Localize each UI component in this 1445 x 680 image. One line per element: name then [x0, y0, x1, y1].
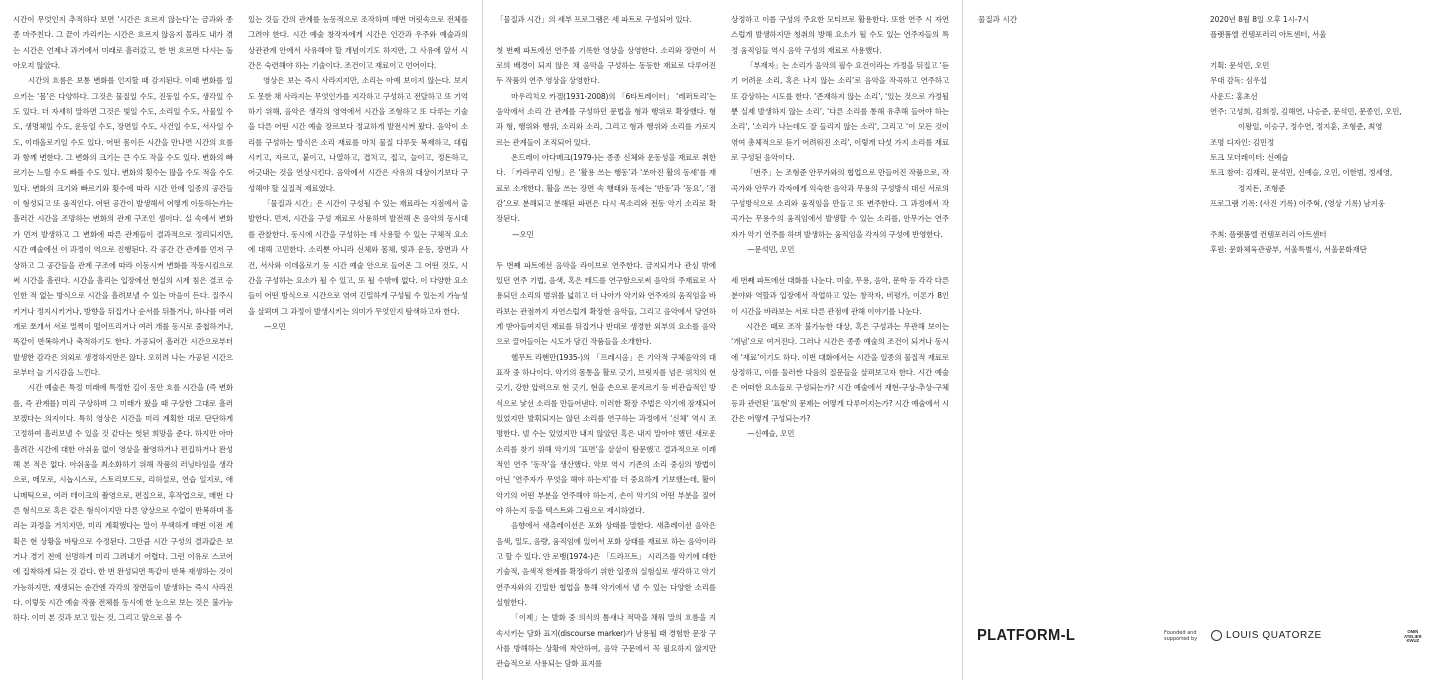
- paragraph: 헬무트 라헨만(1935-)의 「프레시옴」은 기악적 구체음악의 대표작 중 하나이다. 악기의 몸통을 활로 긋기, 브릿지를 넘은 위치의 현 긋기, 강한 압력으로 현 긋기, 현을 손으로 문지르기 등 비관습적인 방식으로 낯선 소리를 만들어낸다. 이러한 확장 주법은 악기에 잠재되어 있었지만 발휘되지는 않던 소리를 연구하는 과정에서 ‘신체’ 역시 조명한다. 넬 수는 있었지만 내지 않았던 혹은 내지 말아야 했던 새로운 소리를 찾기 위해 악기의 ‘표면’을 샅샅이 탐문했고 결과적으로 이례적인 연주 ‘동작’을 생산했다. 악보 역시 기존의 소리 중심의 방법이 아닌 ‘연주자가 무엇을 해야 하는지’를 더 중요하게 기보했는데, 활이 악기의 어떤 부분을 연주해야 하는지, 손이 악기의 어떤 부분을 짚어야 하는지 등을 텍스트와 그림으로 제시하였다.: [496, 352, 716, 515]
- founded-line: Founded and: [1164, 630, 1197, 636]
- panel-essay: [0, 0, 482, 680]
- founded-supported-note: [1164, 630, 1197, 642]
- credit-line: 연주: 고성희, 김희정, 김해연, 나승준, 문석민, 문종인, 오민,: [1210, 107, 1402, 117]
- paragraph: 첫 번째 파트에선 연주를 기록한 영상을 상영한다. 소리와 장면이 서로의 배경이 되지 않은 채 음악을 구성하는 동등한 재료로 다루어진 두 작품의 연주 영상을 상영한다.: [496, 45, 716, 86]
- atelier-logo-line: OMIN: [1407, 629, 1419, 634]
- author-signature: —오민: [264, 321, 286, 331]
- paragraph: 두 번째 파트에선 음악을 라이브로 연주한다. 금지되거나 관심 밖에 있던 연주 기법, 음색, 혹은 테드를 연구함으로써 음악의 주재료로 사용되던 소리의 범위를 넓히고 더 나아가 악기와 연주자의 움직임을 바라보는 관점까지 자연스럽게 확장한 음악들, 그리고 음악에서 당연하게 받아들여지던 재료를 뒤집거나 반대로 생경한 외부의 요소를 음악으로 끌어들이는 시도가 담긴 작품들을 소개한다.: [496, 260, 716, 347]
- author-signature: —신예슬, 오민: [747, 429, 795, 439]
- paragraph: 있는 것들 간의 관계를 능동적으로 조작하며 매번 머릿속으로 전체를 그려야 한다. 시간 예술 창작자에게 시간은 인간과 우주와 예술과의 상관관계 안에서 사유해야 할 개념이기도 하지만, 그 사유에 앞서 시간은 숙련해야 하는 기술이다. 조건이고 재료이고 언어이다.: [248, 15, 468, 71]
- atelier-logo: [1404, 630, 1422, 644]
- exhibition-title: 물질과 시간: [978, 15, 1018, 24]
- credit-line: 이왕일, 이승구, 정수연, 정지훈, 조형준, 최영: [1238, 122, 1383, 132]
- credits-spacer: [1210, 43, 1435, 58]
- credit-line: 정지돈, 조형준: [1238, 183, 1286, 193]
- credit-line: 사운드: 홍초선: [1210, 91, 1258, 101]
- paragraph: 「물질과 시간」은 시간이 구성될 수 있는 재료라는 지점에서 출발한다. 먼저, 시간을 구성 재료로 사용하며 발전해 온 음악의 동시대를 관찰한다. 동시에 시간을 구성하는 데 사용할 수 있는 구체적 요소에 대해 고민한다. 소리뿐 아니라 신체와 몸체, 빛과 운동, 장면과 사건, 서사와 이데올로기 등 시간 예술 안으로 들어온 그 어떤 것도, 시간을 구성하는 요소가 될 수 있고, 또 될 수밖에 없다. 이 다양한 요소들이 어떤 방식으로 시간으로 엮여 긴밀하게 구성될 수 있는지 가능성을 살펴며 그 과정이 발생시키는 의미가 무엇인지 탐색하고자 한다.: [248, 199, 468, 316]
- author-signature: —오민: [512, 229, 534, 239]
- panel-program: [483, 0, 962, 680]
- louis-quatorze-wordmark: LOUIS QUATORZE: [1226, 630, 1322, 641]
- credits-spacer: [1210, 211, 1435, 226]
- paragraph: 시간의 흐름은 보통 변화를 인지할 때 감지된다. 이때 변화를 일으키는 ‘몸’은 다양하다. 그것은 물질일 수도, 진동일 수도, 생각일 수도 있다. 더 자세히 말하면 그것은 빛일 수도, 소리일 수도, 사물일 수도, 생명체일 수도, 운동일 수도, 장면일 수도, 사건일 수도, 서사일 수도, 이데올로기일 수도 있다. 어떤 몸이든 시간을 만나면 시간의 흐름과 함께 변한다. 그 변화의 크기는 큰 수도 작을 수도 있다. 변화의 빠르기는 느릴 수도 빠를 수도 있다. 변화의 횟수는 많을 수도 적을 수도 있다. 변화의 크기와 빠르기와 횟수에 따라 시간 안에 일종의 공간들이 형성되고 또 움직인다. 어떤 공간이 발생해서 어떻게 이동하는가는 흘러간 시간을 조망하는 변화의 관계 구조인 셈이다. 실 속에서 변화가 먼저 발생하고 그 변화에 따른 관계들이 결과적으로 정리되지만, 시간 예술에선 이 과정이 역으로 진행된다. 각 공간 간 관계를 먼저 구상하고 그 공간들을 관계 구조에 따라 이동시켜 변화를 작동시킴으로써 시간을 흘린다. 시간을 흘리는 입장에선 현실의 시계 침은 결코 승인한 적 없는 방식으로 시간을 흘려보낼 수 있는 마음이 든다. 질주시키거나 정지시키거나, 방향을 뒤집거나 순서를 뒤틀거나, 하나를 여러 개로 쪼개서 서로 멀찍이 떨어뜨리거나 여러 개를 동시로 중첩하거나, 똑같이 반복하거나 축적하기도 한다. 가공되어 흘러간 시간으로부터 발생한 감각은 의외로 생경하지만은 않다. 오히려 나는 가공된 시간으로부터 늘 기시감을 느낀다.: [13, 76, 233, 377]
- paragraph: 「이제」는 발화 중 의식의 틈새나 적막을 채워 말의 흐름을 지속시키는 담화 표지(discourse marker)가 남용될 때 경험한 문장 구사를 방해하는 상황에 착안하여, 음악 구문에서 꼭 필요하지 않지만 관습적으로 사용되는 담화 표지를: [496, 613, 716, 669]
- credit-line: 주최: 플랫폼엘 컨템포러리 아트센터: [1210, 229, 1327, 239]
- essay-column-1: [13, 12, 233, 675]
- program-column-2: [731, 12, 949, 652]
- credits-list: [1210, 12, 1435, 258]
- essay-column-2: [248, 12, 468, 352]
- credit-line: 후원: 문화체육관광부, 서울특별시, 서울문화재단: [1210, 245, 1367, 255]
- platform-l-logo: PLATFORM-L: [977, 627, 1076, 644]
- atelier-logo-line: ATELIER: [1404, 633, 1422, 639]
- author-signature: —문석민, 오민: [747, 245, 795, 255]
- paragraph: 「물질과 시간」의 세부 프로그램은 세 파트로 구성되어 있다.: [496, 15, 692, 24]
- louis-quatorze-logo: [1211, 630, 1322, 641]
- louis-quatorze-emblem-icon: [1211, 630, 1222, 641]
- paragraph: 「번주」는 조형준 안무가와의 협업으로 만들어진 작품으로, 작곡가와 안무가 각자에게 익숙한 음악과 무용의 구성방식 대신 서로의 구성방식으로 소리와 움직임을 만들고 또 변주한다. 그 과정에서 작곡가는 무용수의 움직임에서 발생할 수 있는 소리를, 안무가는 연주자가 악기 연주를 하며 발생하는 움직임을 각자의 구성에 반영한다.: [731, 168, 949, 239]
- credit-line: 프로그램 기록: (사진 기록) 이주혁, (영상 기록) 남지웅: [1210, 199, 1385, 209]
- credit-line: 2020년 8월 8일 오후 1시-7시: [1210, 15, 1310, 24]
- panel-credits: [963, 0, 1445, 680]
- paragraph: 음향에서 새츄레이션은 포화 상태를 말한다. 새츄레이션 음악은 음색, 밀도, 음량, 움직임에 있어서 포화 상태를 재료로 하는 음악이라고 할 수 있다. 얀 로뱅(1974-)은 「드라프트」 시리즈를 악기에 대한 기술적, 음색적 한계를 확장하기 위한 일종의 실험실로 생각하고 악기 연주자와의 긴밀한 협업을 통해 악기에서 낼 수 있는 다양한 소리를 실험한다.: [496, 521, 716, 608]
- supported-line: supported by: [1164, 636, 1198, 642]
- paragraph: 세 번째 파트에선 대화를 나눈다. 미술, 무용, 음악, 문학 등 각각 다른 분야와 역할과 입장에서 작업하고 있는 창작자, 비평가, 이론가 8인이 시간을 바라보는 서로 다른 관점에 관해 이야기를 나눈다.: [731, 275, 949, 316]
- atelier-logo-line: KWUZ: [1406, 638, 1420, 644]
- credit-line: 플랫폼엘 컨템포러리 아트센터, 서울: [1210, 30, 1327, 40]
- program-column-1: [496, 12, 716, 669]
- credit-line: 토크 참여: 김재리, 문석민, 신예슬, 오민, 이한범, 정세영,: [1210, 168, 1393, 178]
- credit-line: 기획: 문석민, 오민: [1210, 61, 1270, 71]
- paragraph: 영상은 보는 즉시 사라지지만, 소리는 아예 보이지 않는다. 보지도 못한 채 사라지는 무엇인가를 지각하고 구성하고 전달하고 또 기억하기 위해, 음악은 생각의 영역에서 시간을 조형하고 또 다루는 기술을 다른 어떤 시간 예술 장르보다 정교하게 발전시켜 왔다. 음악이 소리를 구성하는 방식은 소리 재료를 마치 물질 다루듯 복제하고, 대립시키고, 자르고, 붙이고, 나열하고, 겹치고, 접고, 늘이고, 정돈하고, 어긋내는 것을 연상시킨다. 음악에서 시간은 사유의 대상이기보다 구성해야 할 실질적 재료였다.: [248, 76, 468, 193]
- credit-line: 토크 모더레이터: 신예슬: [1210, 153, 1289, 163]
- credit-line: 무대 감독: 심우섭: [1210, 76, 1268, 86]
- paragraph: 시간 예술은 특정 미래에 특정한 길이 동안 흐를 시간을 (즉 변화를, 즉 관계를) 미리 구상하며 그 미래가 왔을 때 구상한 그대로 흘러 보겠다는 의지이다. 특히 영상은 시간을 미리 계획한 대로 단단하게 고정하여 흘러보낼 수 있을 것 같다는 헛된 희망을 준다. 하지만 아마 흘려간 시간에 대한 아쉬움 없이 영상을 촬영하거나 편집하거나 완성해 본 적은 없다. 아쉬움을 최소화하기 위해 작품의 러닝타임을 생각으로, 메모로, 시놉시스로, 스토리보드로, 리허설로, 연습 일지로, 애니메틱으로, 여러 테이크의 촬영으로, 편집으로, 후작업으로, 매번 다른 형식으로 혹은 같은 형식이지만 다른 양상으로 수없이 반복하며 흘리는 과정을 거치지만, 미리 계획했다는 말이 무색하게 매번 이전 계획은 현 상황을 바탕으로 수정된다. 그만큼 시간 구성의 결과값은 보거나 경기 전에 선명하게 미리 그려내기 어렵다. 그런 이유로 스코어에 집착하게 되는 것 같다. 한 번 완성되면 똑같이 반복 재생하는 것이 가능하지만, 재생되는 순간엔 각각의 장면들이 발생하는 즉시 사라진다. 이렇듯 시간 예술 작품 전체를 동시에 한 눈으로 보는 것은 불가능하다. 이미 본 것과 보고 있는 것, 그리고 앞으로 볼 수: [13, 383, 233, 623]
- paragraph: 시간이 무엇인지 추적하다 보면 ‘시간은 흐르지 않는다’는 금과와 종종 마주친다. 그 끝이 가리키는 시간은 흐르지 않음지 몰라도 내가 겪는 시간은 언제나 과거에서 미래로 흘러갔고, 한 번 흐르면 다시는 돌아오지 않았다.: [13, 15, 233, 71]
- paragraph: 「부재자」는 소리가 음악의 필수 요건이라는 가정을 뒤집고 ‘듣기 어려운 소리, 혹은 나지 않는 소리’로 음악을 작곡하고 연주하고 또 감상하는 시도를 한다. ‘존재하지 않는 소리’, ‘있는 것으로 가정될 뿐 실제 발생하지 않는 소리’, ‘다른 소리를 통해 유추해 들어야 하는 소리’, ‘소리가 나는데도 잘 들리지 않는 소리’, 그리고 ‘이 모든 것이 엮여 총체적으로 듣기 어려워진 소리’, 이렇게 다섯 가지 소리를 재료로 구성된 음악이다.: [731, 61, 949, 163]
- paragraph: 시간은 때로 조작 불가능한 대상, 혹은 구성과는 무관해 보이는 ‘개념’으로 여겨진다. 그러나 시간은 종종 예술의 조건이 되거나 동시에 ‘재료’이기도 하다. 이번 대화에서는 시간을 일종의 물질적 재료로 상정하고, 이를 둘러싼 다음의 질문들을 살펴보고자 한다. 시간 예술은 어떠한 요소들로 구성되는가? 시간 예술에서 재현-구상-추상-구체 등과 관련된 ‘표현’의 문제는 어떻게 다루어지는가? 시간 예술에서 시간은 어떻게 구성되는가?: [731, 321, 949, 423]
- paragraph: 마우리치오 카겔(1931-2008)의 「6타트레이터」 ‘레퍼토리’는 음악에서 소리 간 관계를 구성하던 문법을 형과 행위로 확장했다. 형과 형, 행위와 행위, 소리와 소리, 그리고 형과 행위와 소리를 가로지르는 관계들이 조직되어 있다.: [496, 91, 716, 147]
- paragraph: 온드레이 아다메크(1979-)는 종종 신체와 운동성을 재료로 취한다. 「카라쿠리 인형」은 ‘활용 쓰는 행동’과 ‘쏘아진 활의 동세’를 재료로 소개한다. 활을 쓰는 장면 속 행태와 동세는 ‘반동’과 ‘동요’, ‘점감’으로 분해되고 분해된 파편은 다시 목소리와 전동 악기 소리로 확장된다.: [496, 153, 716, 224]
- credit-line: 조명 디자인: 김민정: [1210, 137, 1275, 147]
- paragraph: 상정하고 이를 구성의 주요한 모티브로 활용한다. 또한 연주 시 자연스럽게 발생하지만 청취의 방해 요소가 될 수도 있는 연주자들의 특정 움직임들 역시 음악 구성의 재료로 사용했다.: [731, 15, 949, 55]
